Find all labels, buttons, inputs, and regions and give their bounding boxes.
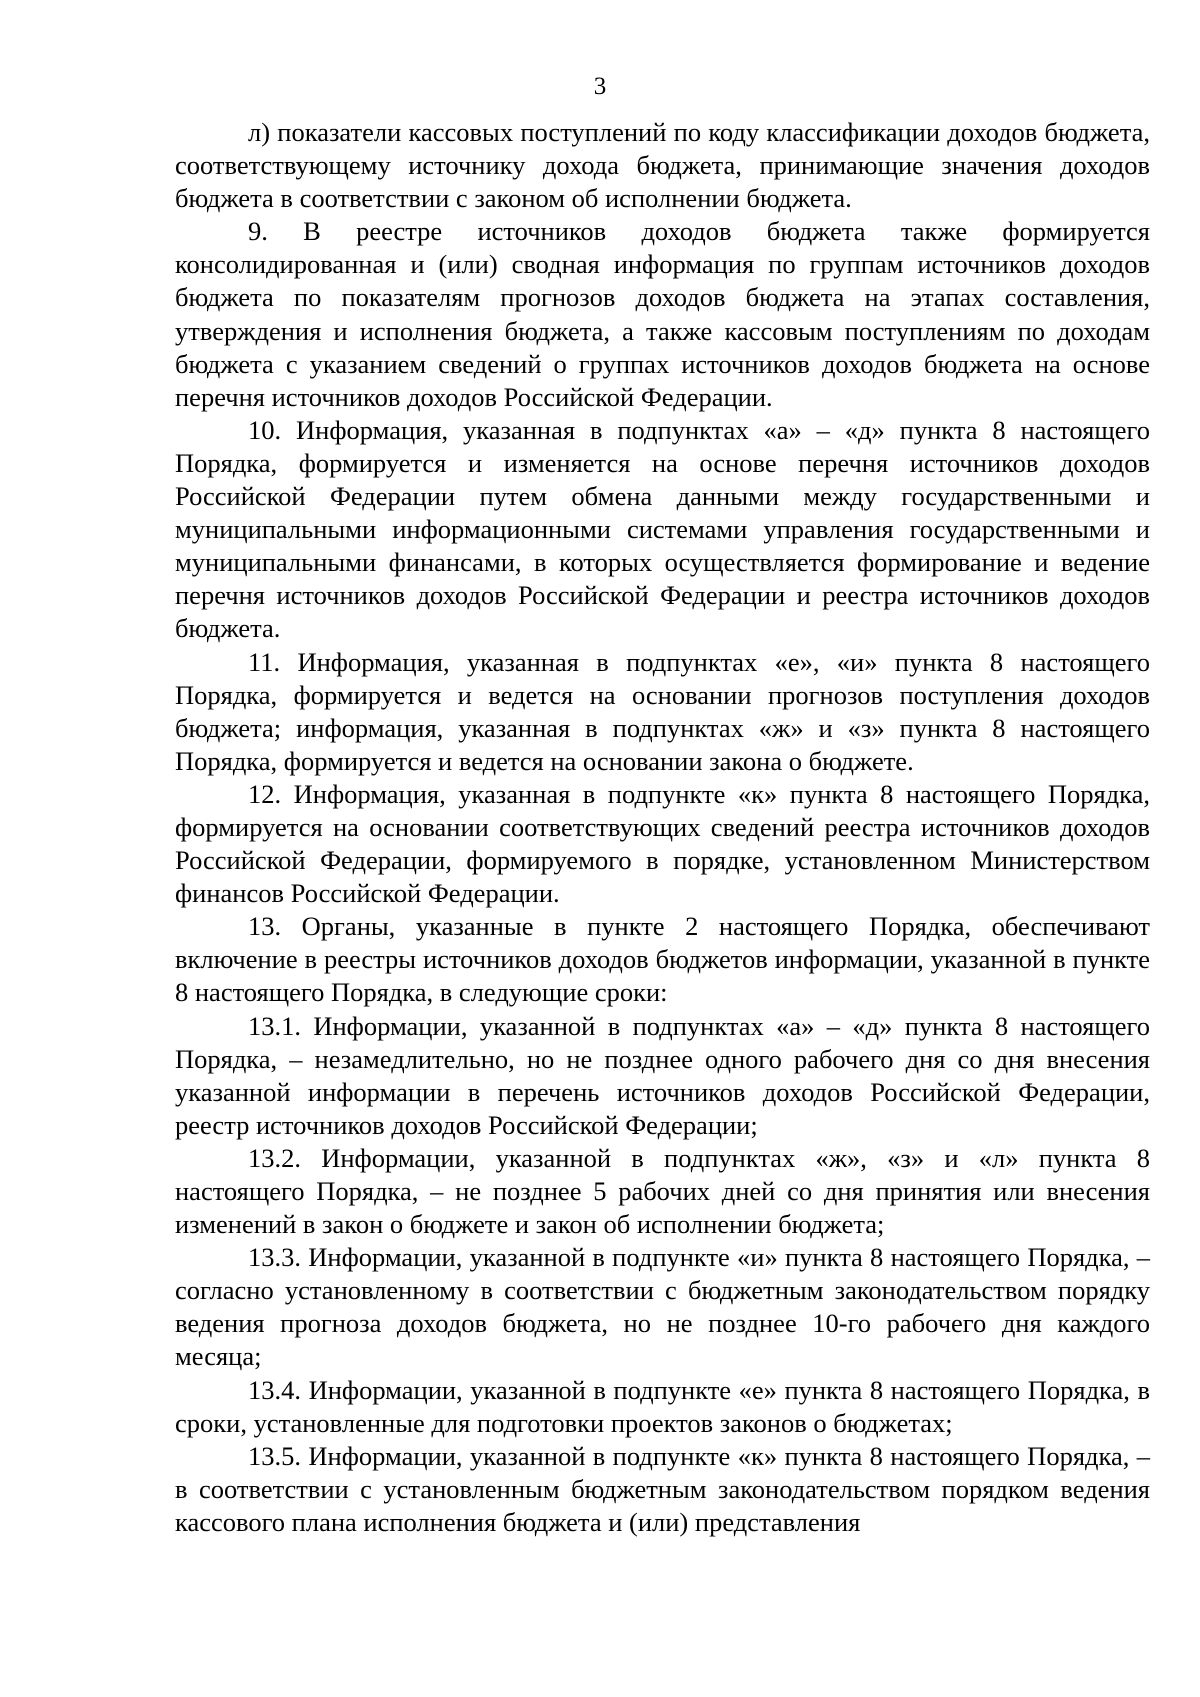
- paragraph-item-l: л) показатели кассовых поступлений по коду классификации доходов бюджета, соответствующему источнику дохода бюджета, принимающие значения доходов бюджета в соответствии с законом об исполнении бюджета.: [175, 117, 1150, 214]
- paragraph-12: 12. Информация, указанная в подпункте «к» пункта 8 настоящего Порядка, формируется на основании соответствующих сведений реестра источников доходов Российской Федерации, формируемого в порядке, установленном Министерством финансов Российской Федерации.: [175, 778, 1150, 909]
- paragraph-10: 10. Информация, указанная в подпунктах «а» – «д» пункта 8 настоящего Порядка, формируется и изменяется на основе перечня источников доходов Российской Федерации путем обмена данными между государственными и муниципальными информационными системами управления государственными и муниципальными финансами, в которых осуществляется формирование и ведение перечня источников доходов Российской Федерации и реестра источников доходов бюджета.: [175, 414, 1150, 644]
- paragraph-9: 9. В реестре источников доходов бюджета также формируется консолидированная и (или) сводная информация по группам источников доходов бюджета по показателям прогнозов доходов бюджета на этапах составления, утверждения и исполнения бюджета, а также кассовым поступлениям по доходам бюджета с указанием сведений о группах источников доходов бюджета на основе перечня источников доходов Российской Федерации.: [175, 216, 1150, 412]
- paragraph-13-1: 13.1. Информации, указанной в подпунктах «а» – «д» пункта 8 настоящего Порядка, – незамедлительно, но не позднее одного рабочего дня со дня внесения указанной информации в перечень источников доходов Российской Федерации, реестр источников доходов Российской Федерации;: [175, 1010, 1150, 1140]
- page-number: 3: [593, 73, 607, 100]
- document-body: [175, 116, 1150, 1539]
- paragraph-13-4: 13.4. Информации, указанной в подпункте «е» пункта 8 настоящего Порядка, в сроки, установленные для подготовки проектов законов о бюджетах;: [175, 1374, 1150, 1438]
- paragraph-13-5: 13.5. Информации, указанной в подпункте «к» пункта 8 настоящего Порядка, – в соответствии с установленным бюджетным законодательством порядком ведения кассового плана исполнения бюджета и (или) представления: [175, 1440, 1150, 1537]
- paragraph-13-2: 13.2. Информации, указанной в подпунктах «ж», «з» и «л» пункта 8 настоящего Порядка, – не позднее 5 рабочих дней со дня принятия или внесения изменений в закон о бюджете и закон об исполнении бюджета;: [175, 1142, 1150, 1240]
- paragraph-13: 13. Органы, указанные в пункте 2 настоящего Порядка, обеспечивают включение в реестры источников доходов бюджетов информации, указанной в пункте 8 настоящего Порядка, в следующие сроки:: [175, 911, 1150, 1008]
- paragraph-11: 11. Информация, указанная в подпунктах «е», «и» пункта 8 настоящего Порядка, формируется и ведется на основании прогнозов поступления доходов бюджета; информация, указанная в подпунктах «ж» и «з» пункта 8 настоящего Порядка, формируется и ведется на основании закона о бюджете.: [175, 646, 1150, 776]
- paragraph-13-3: 13.3. Информации, указанной в подпункте «и» пункта 8 настоящего Порядка, – согласно установленному в соответствии с бюджетным законодательством порядку ведения прогноза доходов бюджета, но не позднее 10-го рабочего дня каждого месяца;: [175, 1242, 1150, 1372]
